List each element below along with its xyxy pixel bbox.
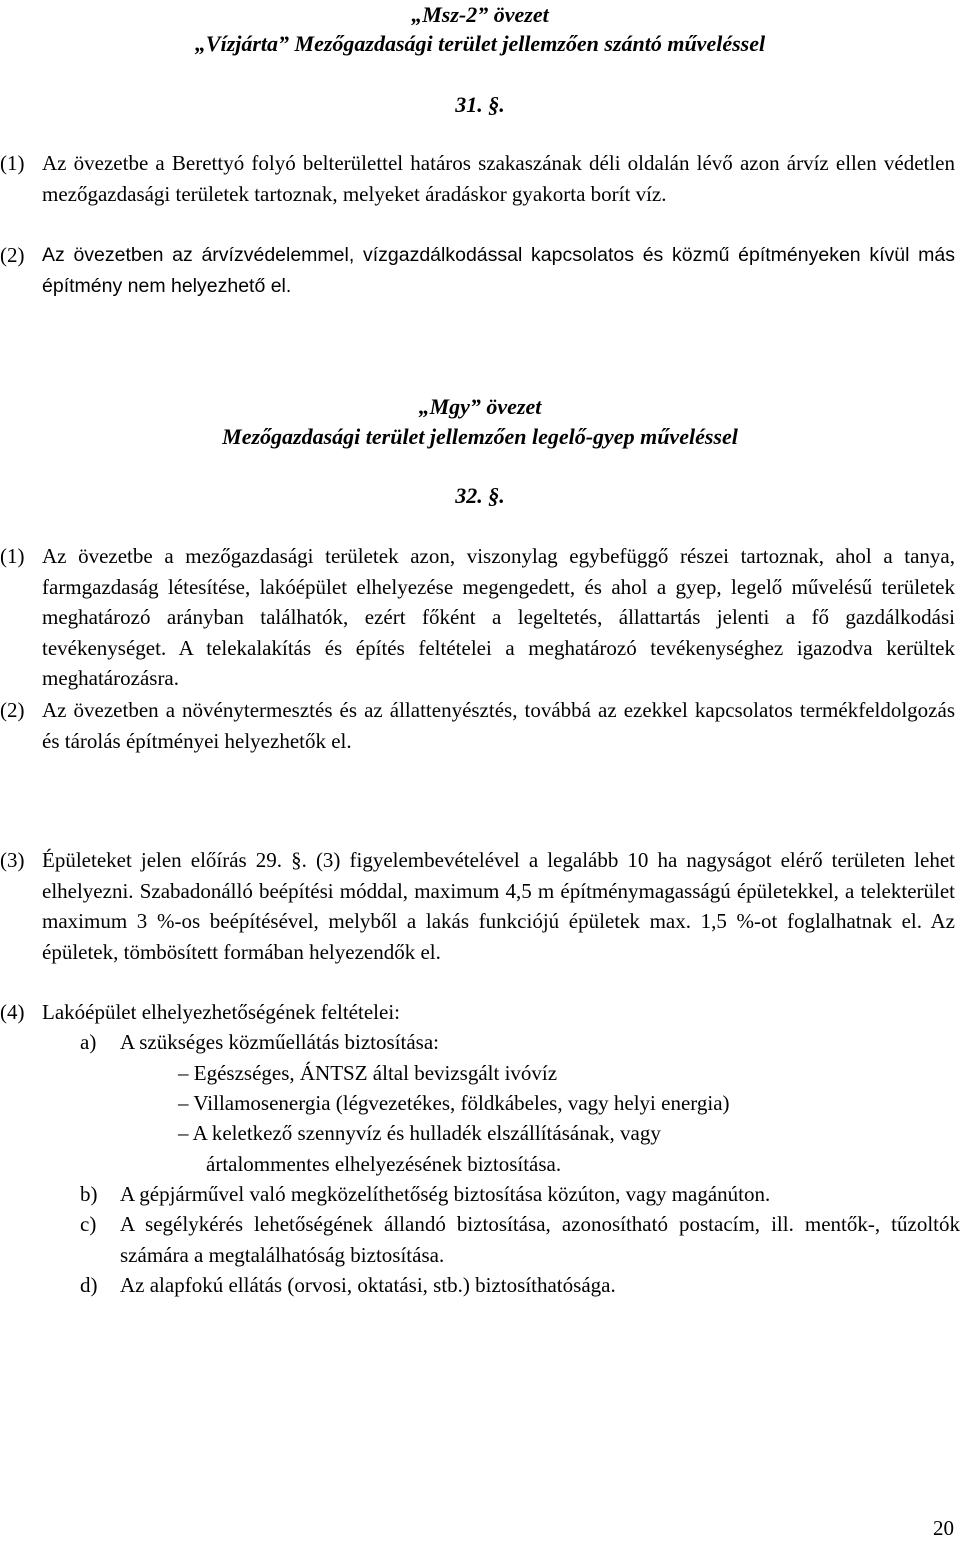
paragraph-text: Lakóépület elhelyezhetőségének feltételei: (42, 1000, 400, 1024)
zone2-paragraph-3 (0, 845, 955, 967)
zone2-paragraph-1 (0, 541, 955, 694)
paragraph-text: Az övezetbe a mezőgazdasági területek azon, viszonylag egybefüggő részei tartoznak, ahol a tanya, farmgazdaság létesítése, lakóépület elhelyezése megengedett, és ahol a gyep, legelő művelésű területek meghatározó arányban találhatók, ezért főként a legeltetés, állattartás jelenti a fő gazdálkodási tevékenységet. A telekalakítás és építés feltételei a meghatározó tevékenységhez igazodva kerültek meghatározásra. (42, 544, 955, 690)
subitem-waste: – A keletkező szennyvíz és hulladék elszállításának, vagy (178, 1121, 661, 1145)
zone1-paragraph-2 (0, 240, 955, 301)
item-label: c) (80, 1212, 97, 1236)
subitem-drinking-water: – Egészséges, ÁNTSZ által bevizsgált ivóvíz (178, 1061, 558, 1085)
paragraph-text: Épületeket jelen előírás 29. §. (3) figyelembevételével a legalább 10 ha nagyságot elérő területen lehet elhelyezni. Szabadonálló beépítési móddal, maximum 4,5 m építménymagasságú épületekkel, a telekterület maximum 3 %-os beépítésével, melyből a lakás funkciójú épületek max. 1,5 %-ot foglalhatnak el. Az épületek, tömbösített formában helyezendők el. (42, 848, 955, 964)
paragraph-text: Az övezetbe a Berettyó folyó belterülettel határos szakaszának déli oldalán lévő azon árvíz ellen védetlen mezőgazdasági területek tartoznak, melyeket áradáskor gyakorta borít víz. (42, 151, 955, 206)
paragraph-text: Az övezetben az árvízvédelemmel, vízgazdálkodással kapcsolatos és közmű építményeken kívül más építmény nem helyezhető el. (42, 244, 955, 297)
item-label: b) (80, 1182, 98, 1206)
zone1-title-line1: „Msz-2” övezet (411, 2, 549, 27)
zone2-title-line1: „Mgy” övezet (418, 394, 542, 419)
paragraph-number: (1) (0, 151, 25, 175)
paragraph-number: (2) (0, 243, 25, 267)
condition-item-b (80, 1179, 960, 1210)
paragraph-number: (4) (0, 1000, 25, 1024)
zone2-paragraph-2 (0, 695, 955, 756)
zone2-paragraph-4 (0, 997, 955, 1028)
zone1-title-line2: „Vízjárta” Mezőgazdasági terület jellemzően szántó műveléssel (194, 31, 766, 56)
zone1-paragraph-1 (0, 148, 955, 209)
section-32-number: 32. §. (455, 483, 505, 508)
item-label: a) (80, 1030, 97, 1054)
item-text: A gépjárművel való megközelíthetőség biztosítása közúton, vagy magánúton. (120, 1182, 771, 1206)
section-31-number: 31. §. (455, 92, 505, 117)
item-label: d) (80, 1273, 98, 1297)
subitem-electricity: – Villamosenergia (légvezetékes, földkábeles, vagy helyi energia) (178, 1091, 730, 1115)
page-number: 20 (933, 1516, 954, 1540)
condition-item-d (80, 1270, 960, 1301)
item-text: Az alapfokú ellátás (orvosi, oktatási, stb.) biztosíthatósága. (120, 1273, 616, 1297)
subitem-waste-continued: ártalommentes elhelyezésének biztosítása. (206, 1152, 562, 1176)
paragraph-text: Az övezetben a növénytermesztés és az állattenyésztés, továbbá az ezekkel kapcsolatos termékfeldolgozás és tárolás építményei helyezhetők el. (42, 698, 955, 753)
item-text: A segélykérés lehetőségének állandó biztosítása, azonosítható postacím, ill. mentők-, tűzoltók számára a megtalálhatóság biztosítása. (120, 1212, 960, 1267)
paragraph-number: (2) (0, 698, 25, 722)
condition-item-a (80, 1027, 960, 1058)
zone2-title-line2: Mezőgazdasági terület jellemzően legelő-gyep műveléssel (222, 424, 738, 449)
paragraph-number: (3) (0, 848, 25, 872)
paragraph-number: (1) (0, 544, 25, 568)
item-text: A szükséges közműellátás biztosítása: (120, 1030, 440, 1054)
condition-item-c (80, 1209, 960, 1270)
